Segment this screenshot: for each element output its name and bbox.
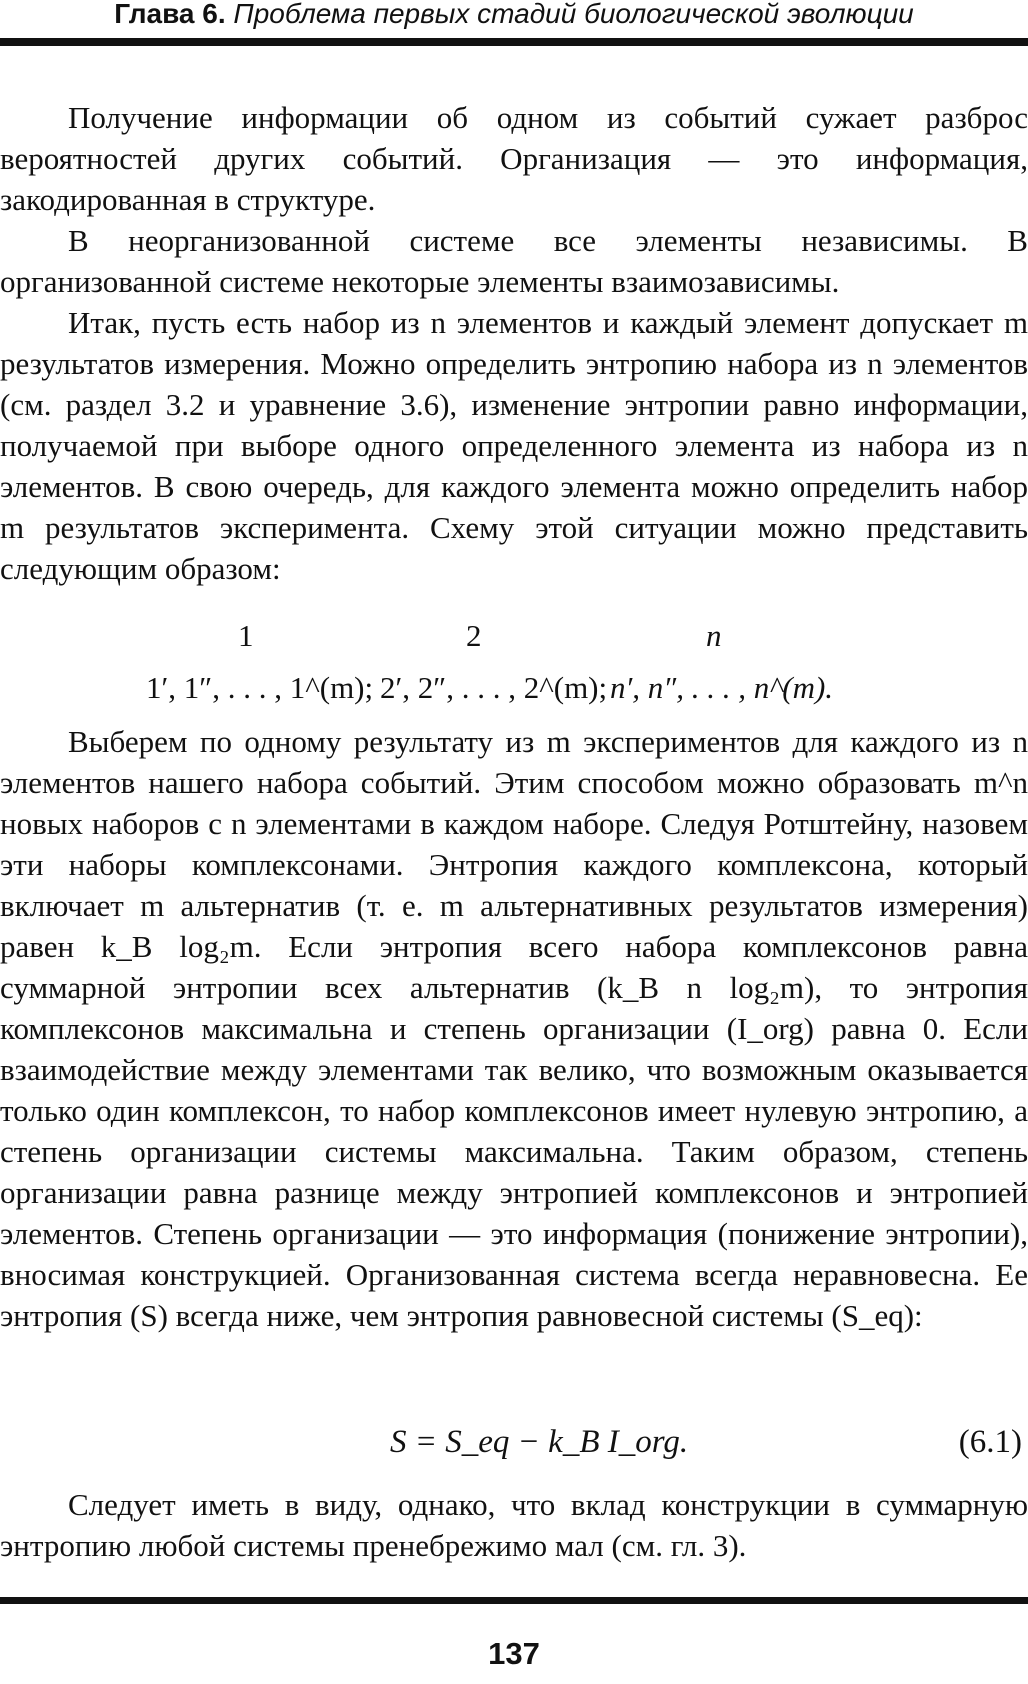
chapter-label: Глава 6.	[114, 0, 226, 29]
scheme-results-n: n′, n″, . . . , n^(m).	[610, 670, 834, 705]
text-block-top	[0, 97, 1028, 589]
header-rule	[0, 38, 1028, 46]
paragraph-4: Выберем по одному результату из m экспериментов для каждого из n элементов нашего набора событий. Этим способом можно образовать m^n новых наборов с n элементами в каждом наборе. Следуя Ротштейну, назовем эти наборы комплексонами. Энтропия каждого комплексона, который включает m альтернатив (т. е. m альтернативных результатов измерения) равен k_B log₂m. Если энтропия всего набора комплексонов равна суммарной энтропии всех альтернатив (k_B n log₂m), то энтропия комплексонов максимальна и степень организации (I_org) равна 0. Если взаимодействие между элементами так велико, что возможным оказывается только один комплексон, то набор комплексонов имеет нулевую энтропию, а степень организации системы максимальна. Таким образом, степень организации равна разнице между энтропией комплексонов и энтропией элементов. Степень организации — это информация (понижение энтропии), вносимая конструкцией. Организованная система всегда неравновесна. Ее энтропия (S) всегда ниже, чем энтропия равновесной системы (S_eq):	[0, 724, 1028, 1333]
footer-rule	[0, 1597, 1028, 1604]
paragraph-3: Итак, пусть есть набор из n элементов и каждый элемент допускает m результатов измерения. Можно определить энтропию набора из n элементов (см. раздел 3.2 и уравнение 3.6), изменение энтропии равно информации, получаемой при выборе одного определенного элемента из набора из n элементов. В свою очередь, для каждого элемента можно определить набор m результатов эксперимента. Схему этой ситуации можно представить следующим образом:	[0, 305, 1028, 586]
running-head	[0, 0, 1028, 28]
scheme-results-2: 2′, 2″, . . . , 2^(m);	[380, 670, 608, 705]
equation-number: (6.1)	[958, 1424, 1022, 1460]
paragraph-5: Следует иметь в виду, однако, что вклад конструкции в суммарную энтропию любой системы пренебрежимо мал (см. гл. 3).	[0, 1487, 1028, 1563]
chapter-title: Проблема первых стадий биологической эволюции	[233, 0, 914, 29]
scheme-index-n: n	[706, 618, 722, 653]
paragraph-1: Получение информации об одном из событий сужает разброс вероятностей других событий. Организация — это информация, закодированная в структуре.	[0, 100, 1028, 217]
text-block-middle	[0, 721, 1028, 1336]
paragraph-2: В неорганизованной системе все элементы независимы. В организованной системе некоторые элементы взаимозависимы.	[0, 223, 1028, 299]
scheme-index-1: 1	[238, 618, 254, 653]
scheme-index-row	[0, 616, 1028, 656]
scheme-results-row	[0, 668, 1028, 708]
scheme-index-2: 2	[466, 618, 482, 653]
equation-formula: S = S_eq − k_B I_org.	[390, 1424, 689, 1460]
text-block-bottom	[0, 1484, 1028, 1566]
equation-6-1	[0, 1416, 1028, 1468]
page-number: 137	[488, 1636, 540, 1671]
scheme-results-1: 1′, 1″, . . . , 1^(m);	[146, 670, 374, 705]
